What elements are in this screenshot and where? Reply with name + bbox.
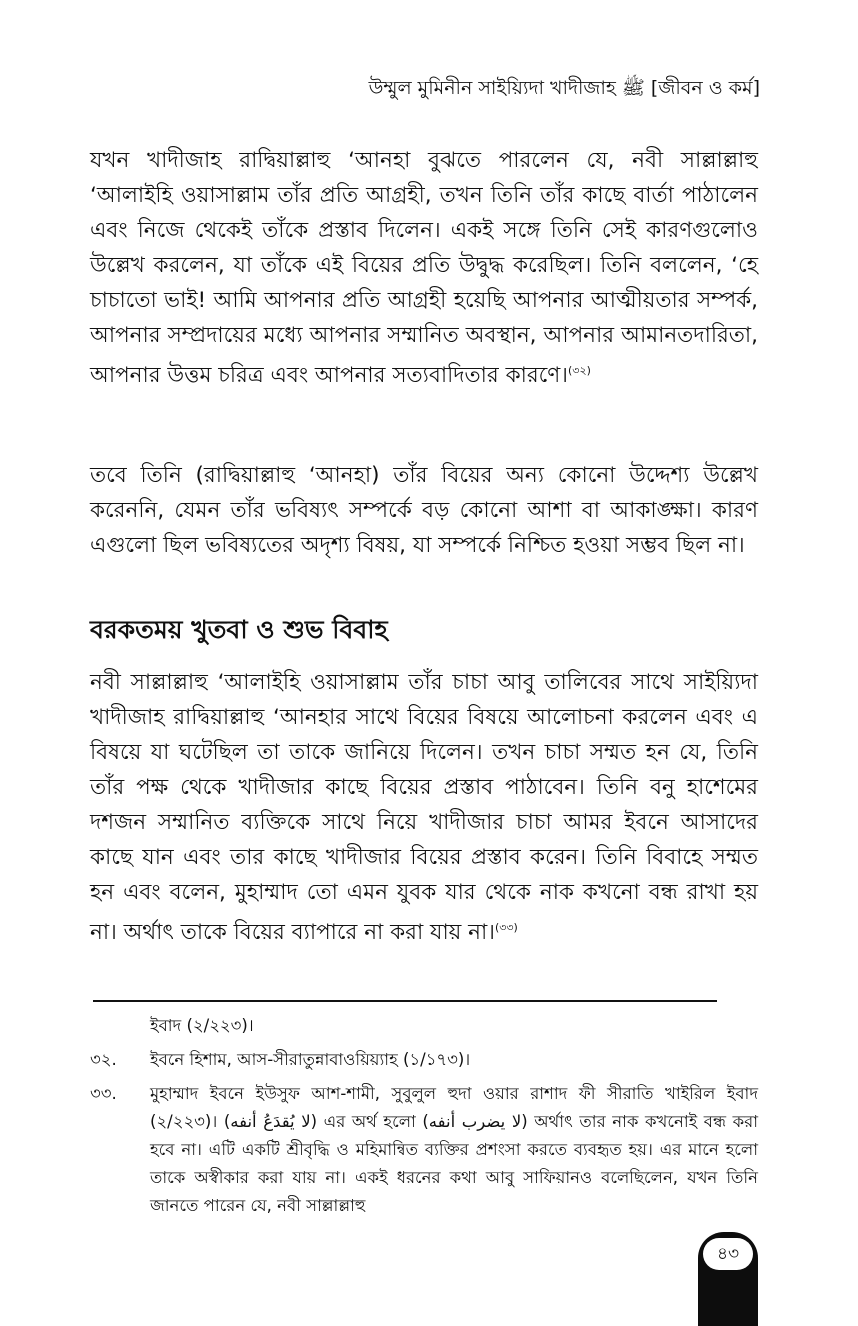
paragraph-1-text: যখন খাদীজাহ রাদ্বিয়াল্লাহু ‘আনহা বুঝতে পারলেন যে, নবী সাল্লাল্লাহু ‘আলাইহি ওয়াসাল্লাম তাঁর প্রতি আগ্রহী, তখন তিনি তাঁর কাছে বার্তা পাঠালেন এবং নিজে থেকেই তাঁকে প্রস্তাব দিলেন। একই সঙ্গে তিনি সেই কারণগুলোও উল্লেখ করলেন, যা তাঁকে এই বিয়ের প্রতি উদ্বুদ্ধ করেছিল। তিনি বললেন, ‘হে চাচাতো ভাই! আমি আপনার প্রতি আগ্রহী হয়েছি আপনার আত্মীয়তার সম্পর্ক, আপনার সম্প্রদায়ের মধ্যে আপনার সম্মানিত অবস্থান, আপনার আমানতদারিতা, আপনার উত্তম চরিত্র এবং আপনার সত্যবাদিতার কারণে। [90, 148, 758, 389]
paragraph-2-text: তবে তিনি (রাদ্বিয়াল্লাহু ‘আনহা) তাঁর বিয়ের অন্য কোনো উদ্দেশ্য উল্লেখ করেননি, যেমন তাঁর ভবিষ্যৎ সম্পর্কে বড় কোনো আশা বা আকাঙ্ক্ষা। কারণ এগুলো ছিল ভবিষ্যতের অদৃশ্য বিষয়, যা সম্পর্কে নিশ্চিত হওয়া সম্ভব ছিল না। [90, 463, 758, 558]
footnote-number: ৩৩. [90, 1084, 117, 1103]
section-heading: বরকতময় খুতবা ও শুভ বিবাহ [90, 615, 388, 644]
footnote-text: ইবনে হিশাম, আস-সীরাতুন্নাবাওয়িয়্যাহ (১/১৭৩)। [150, 1050, 471, 1069]
footnote-32 [90, 1046, 758, 1074]
page-number: ৪৩ [703, 1238, 753, 1270]
footnote-text: ইবাদ (২/২২৩)। [150, 1016, 254, 1035]
paragraph-2 [90, 458, 758, 563]
footnote-ref-32: (৩২) [568, 364, 591, 377]
footnote-divider [93, 1000, 717, 1002]
footnote-continued [90, 1012, 758, 1040]
paragraph-1 [90, 143, 758, 393]
paragraph-3 [90, 665, 758, 950]
paragraph-3-text: নবী সাল্লাল্লাহু ‘আলাইহি ওয়াসাল্লাম তাঁর চাচা আবু তালিবের সাথে সাইয়্যিদা খাদীজাহ রাদ্বিয়াল্লাহু ‘আনহার সাথে বিয়ের বিষয়ে আলোচনা করলেন এবং এ বিষয়ে যা ঘটেছিল তা তাকে জানিয়ে দিলেন। তখন চাচা সম্মত হন যে, তিনি তাঁর পক্ষ থেকে খাদীজার কাছে বিয়ের প্রস্তাব পাঠাবেন। তিনি বনু হাশেমের দশজন সম্মানিত ব্যক্তিকে সাথে নিয়ে খাদীজার চাচা আমর ইবনে আসাদের কাছে যান এবং তার কাছে খাদীজার বিয়ের প্রস্তাব করেন। তিনি বিবাহে সম্মত হন এবং বলেন, মুহাম্মাদ তো এমন যুবক যার থেকে নাক কখনো বন্ধ রাখা হয় না। অর্থাৎ তাকে বিয়ের ব্যাপারে না করা যায় না। [90, 670, 758, 946]
running-header: উম্মুল মুমিনীন সাইয়্যিদা খাদীজাহ ﷺ [জীবন ও কর্ম] [368, 77, 760, 99]
footnote-33 [90, 1080, 758, 1220]
footnote-text: মুহাম্মাদ ইবনে ইউসুফ আশ-শামী, সুবুলুল হুদা ওয়ার রাশাদ ফী সীরাতি খাইরিল ইবাদ (২/২২৩)। (لا يُقدَعُ أنفه) এর অর্থ হলো (لا يضرب أنفه) অর্থাৎ তার নাক কখনোই বন্ধ করা হবে না। এটি একটি শ্রীবৃদ্ধি ও মহিমান্বিত ব্যক্তির প্রশংসা করতে ব্যবহৃত হয়। এর মানে হলো তাকে অস্বীকার করা যায় না। একই ধরনের কথা আবু সাফিয়ানও বলেছিলেন, যখন তিনি জানতে পারেন যে, নবী সাল্লাল্লাহু [150, 1084, 758, 1215]
footnote-number: ৩২. [90, 1050, 117, 1069]
footnote-ref-33: (৩৩) [494, 921, 518, 934]
